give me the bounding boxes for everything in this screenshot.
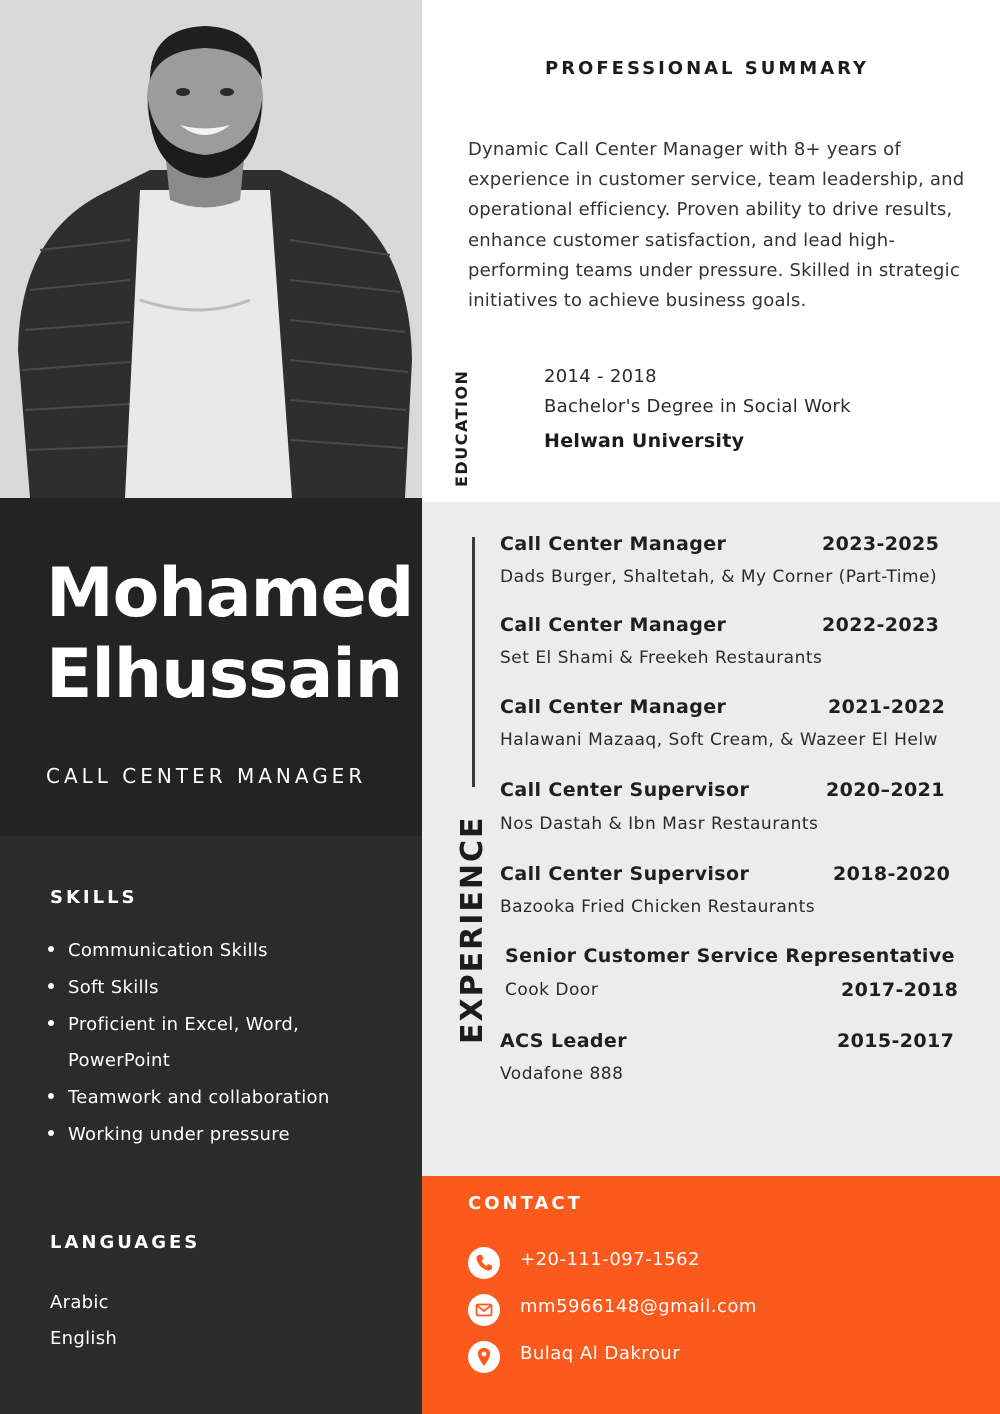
job-title-6: Senior Customer Service Representative <box>505 945 955 967</box>
job-title: CALL CENTER MANAGER <box>46 764 367 788</box>
contact-email[interactable]: mm5966148@gmail.com <box>520 1296 757 1317</box>
job-title-3: Call Center Manager <box>500 696 727 718</box>
contact-phone[interactable]: +20-111-097-1562 <box>520 1249 700 1270</box>
experience-divider <box>472 537 475 787</box>
skill-item: Soft Skills <box>48 977 159 998</box>
language-item: English <box>50 1328 118 1349</box>
job-title-5: Call Center Supervisor <box>500 863 750 885</box>
job-years-6: 2017-2018 <box>841 979 959 1001</box>
skill-item: Communication Skills <box>48 940 268 961</box>
skills-heading: SKILLS <box>50 887 138 908</box>
experience-label: EXPERIENCE <box>455 815 490 1044</box>
skill-item: Working under pressure <box>48 1124 290 1145</box>
person-photo-illustration <box>0 0 422 498</box>
job-title-4: Call Center Supervisor <box>500 779 750 801</box>
email-icon <box>468 1294 500 1326</box>
bullet-icon <box>48 983 54 989</box>
job-title-2: Call Center Manager <box>500 614 727 636</box>
job-company-5: Bazooka Fried Chicken Restaurants <box>500 897 816 917</box>
job-years-2: 2022-2023 <box>822 614 940 636</box>
skill-item: Teamwork and collaboration <box>48 1087 330 1108</box>
phone-icon <box>468 1247 500 1279</box>
job-title-7: ACS Leader <box>500 1030 627 1052</box>
profile-photo <box>0 0 422 498</box>
last-name: Elhussain <box>46 635 403 714</box>
first-name: Mohamed <box>46 554 414 633</box>
job-company-7: Vodafone 888 <box>500 1064 624 1084</box>
contact-heading: CONTACT <box>468 1193 583 1214</box>
language-item: Arabic <box>50 1292 109 1313</box>
job-company-4: Nos Dastah & Ibn Masr Restaurants <box>500 814 819 834</box>
job-years-1: 2023-2025 <box>822 533 940 555</box>
bullet-icon <box>48 1020 54 1026</box>
job-company-6: Cook Door <box>505 980 599 1000</box>
languages-heading: LANGUAGES <box>50 1232 201 1253</box>
education-degree: Bachelor's Degree in Social Work <box>544 396 851 417</box>
job-years-4: 2020–2021 <box>826 779 945 801</box>
summary-heading: PROFESSIONAL SUMMARY <box>545 58 870 79</box>
education-school: Helwan University <box>544 430 745 452</box>
summary-text: Dynamic Call Center Manager with 8+ years of experience in customer service, team leadership, and operational efficiency. Proven ability to drive results, enhance customer satisfaction, and lead high-performing teams under pressure. Skilled in strategic initiatives to achieve business goals. <box>468 139 965 312</box>
job-years-7: 2015-2017 <box>837 1030 955 1052</box>
bullet-icon <box>48 1093 54 1099</box>
job-title-1: Call Center Manager <box>500 533 727 555</box>
location-pin-icon <box>468 1341 500 1373</box>
skill-item-continued: PowerPoint <box>68 1050 171 1071</box>
job-company-3: Halawani Mazaaq, Soft Cream, & Wazeer El Helw <box>500 730 938 750</box>
job-years-5: 2018-2020 <box>833 863 951 885</box>
bullet-icon <box>48 1130 54 1136</box>
job-years-3: 2021-2022 <box>828 696 946 718</box>
bullet-icon <box>48 946 54 952</box>
education-label: EDUCATION <box>452 369 471 487</box>
job-company-2: Set El Shami & Freekeh Restaurants <box>500 648 823 668</box>
skill-item: Proficient in Excel, Word, <box>48 1014 299 1035</box>
contact-location: Bulaq Al Dakrour <box>520 1343 681 1364</box>
education-years: 2014 - 2018 <box>544 366 657 387</box>
job-company-1: Dads Burger, Shaltetah, & My Corner (Part-Time) <box>500 567 938 587</box>
